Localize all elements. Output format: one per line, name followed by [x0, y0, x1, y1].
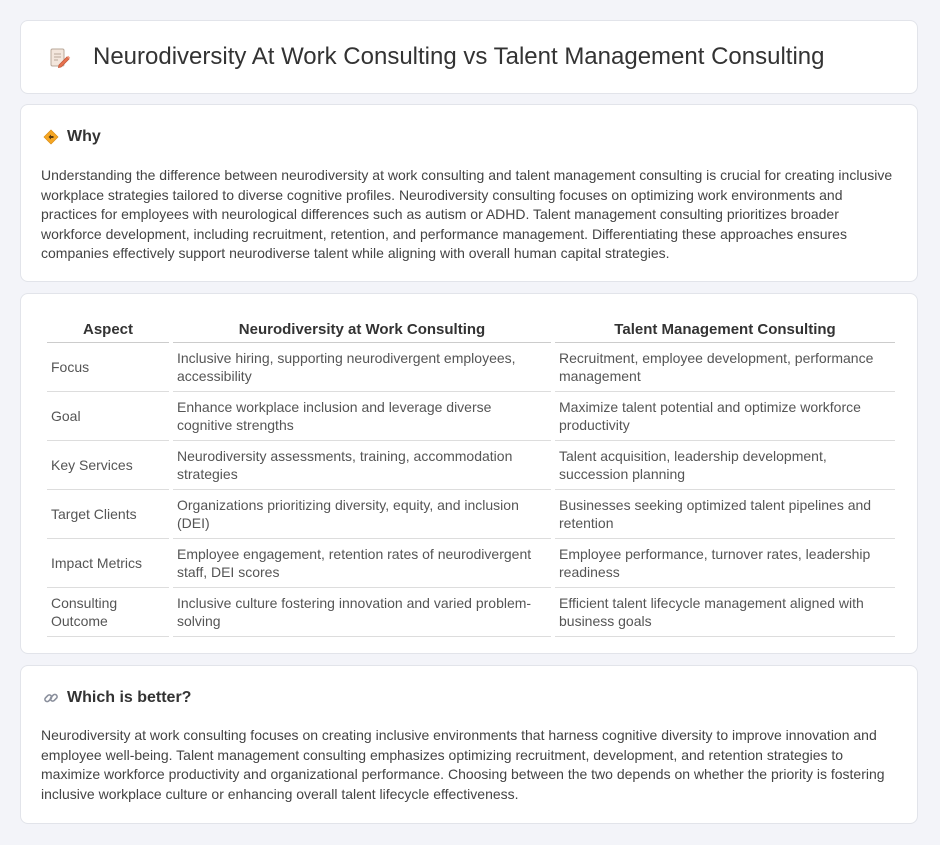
row-aspect: Impact Metrics [47, 539, 169, 588]
comparison-section [20, 293, 918, 654]
header-neurodiversity: Neurodiversity at Work Consulting [173, 316, 551, 343]
why-section [20, 104, 918, 282]
table-row [47, 441, 895, 490]
row-talent-management: Recruitment, employee development, performance management [555, 343, 895, 392]
table-row [47, 588, 895, 637]
link-icon [43, 690, 59, 706]
row-neurodiversity: Enhance workplace inclusion and leverage diverse cognitive strengths [173, 392, 551, 441]
table-row [47, 490, 895, 539]
row-aspect: Target Clients [47, 490, 169, 539]
which-is-better-section [20, 665, 918, 824]
row-aspect: Goal [47, 392, 169, 441]
header-aspect: Aspect [47, 316, 169, 343]
table-header-row [47, 316, 895, 343]
row-talent-management: Employee performance, turnover rates, leadership readiness [555, 539, 895, 588]
row-talent-management: Maximize talent potential and optimize workforce productivity [555, 392, 895, 441]
why-heading [43, 127, 101, 147]
row-aspect: Key Services [47, 441, 169, 490]
row-neurodiversity: Employee engagement, retention rates of neurodivergent staff, DEI scores [173, 539, 551, 588]
better-heading [43, 688, 191, 708]
row-talent-management: Businesses seeking optimized talent pipelines and retention [555, 490, 895, 539]
why-text: Understanding the difference between neurodiversity at work consulting and talent management consulting is crucial for creating inclusive workplace strategies tailored to diverse cognitive profiles. Neurodiversity consulting focuses on optimizing work environments and practices for employees with neurological differences such as autism or ADHD. Talent management consulting prioritizes broader workforce development, including recruitment, retention, and performance management. Differentiating these approaches ensures companies effectively support neurodiverse talent while aligning with overall human capital strategies. [41, 167, 893, 262]
header-talent-management: Talent Management Consulting [555, 316, 895, 343]
page-title: Neurodiversity At Work Consulting vs Talent Management Consulting [93, 43, 825, 70]
row-aspect: Consulting Outcome [47, 588, 169, 637]
better-text: Neurodiversity at work consulting focuses on creating inclusive environments that harness cognitive diversity to improve innovation and employee well-being. Talent management consulting emphasizes optimizing recruitment, development, and retention strategies to maximize workforce productivity and organizational performance. Choosing between the two depends on whether the priority is fostering inclusive workplace culture or enhancing overall talent lifecycle effectiveness. [41, 727, 885, 802]
table-row [47, 343, 895, 392]
header-card [20, 20, 918, 94]
row-talent-management: Efficient talent lifecycle management aligned with business goals [555, 588, 895, 637]
row-neurodiversity: Organizations prioritizing diversity, equity, and inclusion (DEI) [173, 490, 551, 539]
row-talent-management: Talent acquisition, leadership development, succession planning [555, 441, 895, 490]
table-row [47, 392, 895, 441]
memo-pencil-icon [47, 46, 71, 70]
why-title: Why [67, 128, 101, 145]
comparison-table [43, 316, 899, 637]
better-title: Which is better? [67, 689, 192, 706]
row-aspect: Focus [47, 343, 169, 392]
table-row [47, 539, 895, 588]
row-neurodiversity: Inclusive hiring, supporting neurodivergent employees, accessibility [173, 343, 551, 392]
row-neurodiversity: Neurodiversity assessments, training, accommodation strategies [173, 441, 551, 490]
row-neurodiversity: Inclusive culture fostering innovation and varied problem-solving [173, 588, 551, 637]
diamond-arrows-icon [43, 129, 59, 145]
